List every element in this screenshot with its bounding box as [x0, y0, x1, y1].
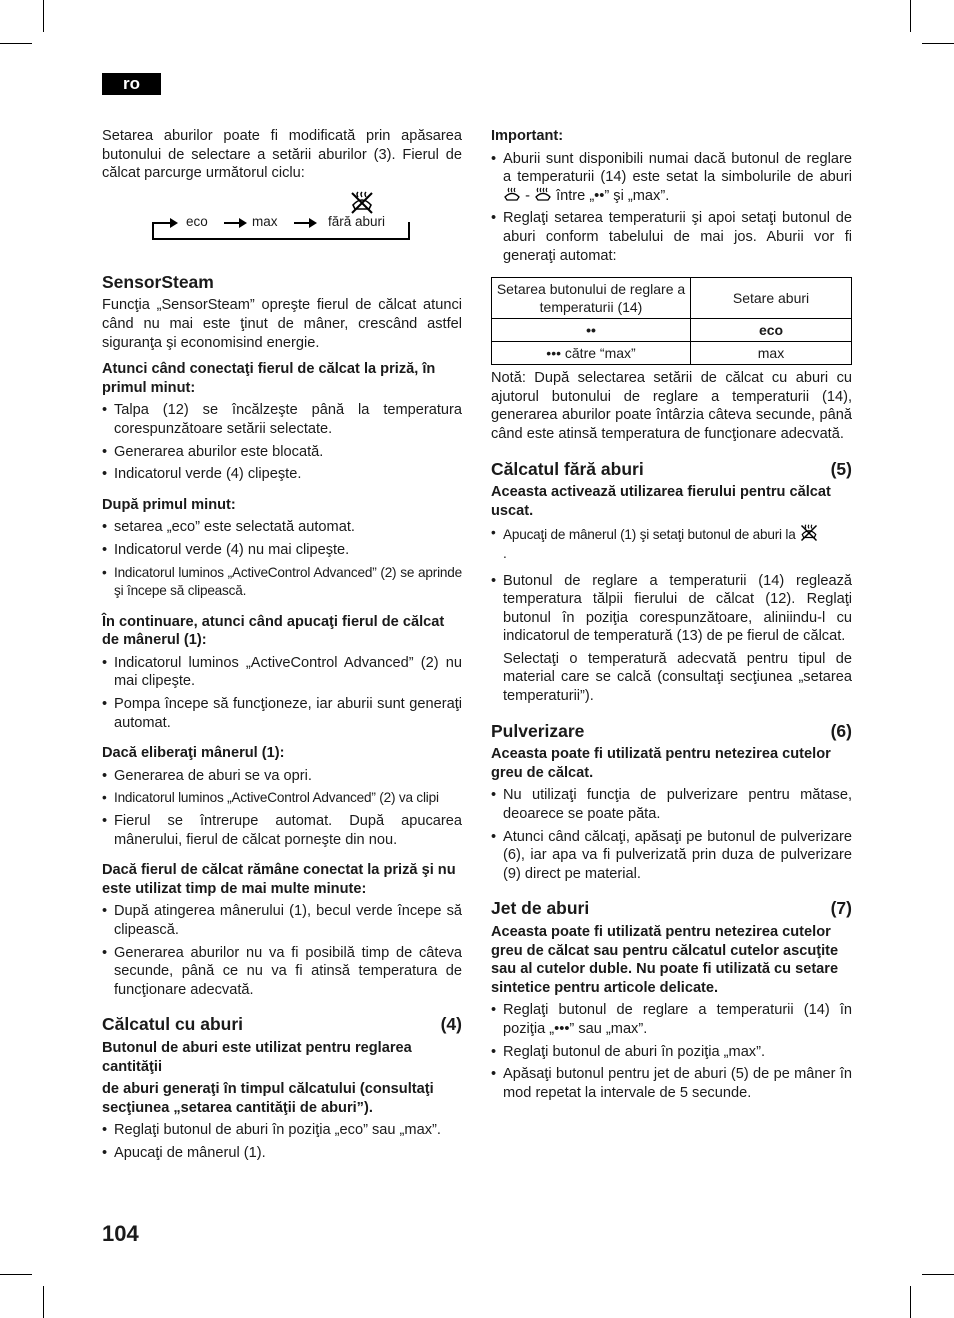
table-cell: max [691, 342, 852, 365]
steam-jet-bold: Aceasta poate fi utilizată pentru netezirea cutelor greu de călcat sau pentru călcatul cutelor ascuţite sau al cutelor duble. Nu poate fi utilizată cu setare sintetice pentru articole delicate. [491, 924, 839, 996]
spray-heading: Pulverizare (6) [491, 720, 852, 741]
steam-ironing-bold-1: Butonul de aburi este utilizat pentru reglarea cantităţii [102, 1039, 412, 1075]
list-item: • Aburii sunt disponibili numai dacă butonul de reglare a temperaturii (14) este setat la simbolurile de aburi - între „••” şi „max”. [491, 150, 852, 206]
bullet-list [102, 401, 462, 483]
sensorsteam-heading: SensorSteam [102, 271, 214, 292]
list-item: • setarea „eco” este selectată automat. [102, 518, 462, 537]
bullet-list [102, 518, 462, 600]
crop-mark [43, 1286, 44, 1318]
steam-icon [503, 187, 521, 203]
subheading-left-plugged: Dacă fierul de călcat rămâne conectat la priză şi nu este utilizat timp de mai multe minute: [102, 862, 456, 897]
subheading-release-handle: Dacă eliberaţi mânerul (1): [102, 745, 285, 762]
dry-ironing-bold: Aceasta activează utilizarea fierului pentru călcat uscat. [491, 484, 831, 519]
bullet-list [102, 902, 462, 999]
list-item: • Talpa (12) se încălzeşte până la temperatura corespunzătoare setării selectate. [102, 401, 462, 438]
cycle-step-no-steam: fără aburi [328, 213, 386, 229]
table-header-cell: Setarea butonului de reglare a temperaturii (14) [492, 278, 691, 319]
list-item: • Apucaţi de mânerul (1). [102, 1144, 462, 1163]
steam-settings-table [491, 277, 852, 365]
crop-mark [910, 0, 911, 32]
no-steam-icon [799, 524, 819, 542]
spray-bold: Aceasta poate fi utilizată pentru netezirea cutelor greu de călcat. [491, 746, 831, 781]
list-item: • Apăsaţi butonul pentru jet de aburi (5) de pe mâner în mod repetat la intervale de 5 secunde. [491, 1065, 852, 1102]
subheading-grab-handle: În continuare, atunci când apucaţi fierul de călcat de mânerul (1): [102, 613, 445, 649]
list-item: • Nu utilizaţi funcţia de pulverizare pentru mătase, deoarece se poate păta. [491, 786, 852, 823]
list-item: • Pompa începe să funcţioneze, iar aburii sunt generaţi automat. [102, 695, 462, 732]
subheading-first-minute: Atunci când conectaţi fierul de călcat la priză, în primul minut: [102, 361, 436, 396]
list-item: • Butonul de reglare a temperaturii (14) reglează temperatura tălpii fierului de călcat (12). Reglaţi butonul în poziţia corespunzătoare, aliniindu-l cu indicatorul de temperatură (13) de pe fierul de călcat. [491, 572, 852, 646]
list-item: • Indicatorul luminos „ActiveControl Advanced” (2) nu mai clipeşte. [102, 654, 462, 691]
list-item: • Fierul se întrerupe automat. După apucarea mânerului, fierul de călcat porneşte din nou. [102, 812, 462, 849]
no-steam-icon [349, 191, 375, 215]
list-item: • Generarea de aburi se va opri. [102, 767, 462, 786]
list-item: • Apucaţi de mânerul (1) şi setaţi butonul de aburi la . [491, 524, 852, 563]
table-cell: ••• către “max” [492, 342, 691, 365]
right-column [491, 127, 852, 1114]
list-item: • După atingerea mânerului (1), becul verde începe să clipească. [102, 902, 462, 939]
cycle-step-eco: eco [186, 213, 208, 229]
table-row [492, 319, 852, 342]
list-item: • Generarea aburilor nu va fi posibilă timp de câteva secunde, până ce nu va fi atinsă temperatura de funcţionare adecvată. [102, 944, 462, 1000]
left-column [102, 127, 462, 1175]
dry-ironing-heading: Călcatul fără aburi (5) [491, 458, 852, 479]
intro-paragraph: Setarea aburilor poate fi modificată prin apăsarea butonului de selectare a setării aburilor (3). Fierul de călcat parcurge următorul ciclu: [102, 128, 462, 182]
important-heading: Important: [491, 128, 564, 144]
list-item: • Indicatorul luminos „ActiveControl Advanced” (2) va clipi [102, 789, 462, 808]
language-tab: ro [102, 73, 161, 95]
subheading-after-first-minute: După primul minut: [102, 496, 236, 513]
list-item: • Reglaţi butonul de aburi în poziţia „max”. [491, 1043, 852, 1062]
crop-mark [43, 0, 44, 32]
steam-ironing-bold-2: de aburi generaţi în timpul călcatului (consultaţi secţiunea „setarea cantităţii de aburi”). [102, 1081, 434, 1116]
table-cell: •• [492, 319, 691, 342]
list-item: • Reglaţi butonul de aburi în poziţia „eco” sau „max”. [102, 1121, 462, 1140]
cycle-step-max: max [252, 213, 278, 229]
crop-mark [0, 1274, 32, 1275]
list-item: • Indicatorul verde (4) clipeşte. [102, 465, 462, 484]
table-header-row [492, 278, 852, 319]
steam-ironing-heading: Călcatul cu aburi (4) [102, 1014, 462, 1035]
steam-jet-heading: Jet de aburi (7) [491, 898, 852, 919]
note-paragraph: Notă: După selectarea setării de călcat cu aburi cu ajutorul butonului de reglare a temperaturii (14), generarea aburilor poate întârzia câteva secunde, până când este atinsă temperatura de funcţionare adecvată. [491, 370, 852, 442]
bullet-list [491, 1001, 852, 1102]
bullet-list [102, 1121, 462, 1162]
list-item: • Indicatorul verde (4) nu mai clipeşte. [102, 541, 462, 560]
page-number: 104 [102, 1221, 139, 1246]
list-item: • Atunci când călcaţi, apăsaţi pe butonul de pulverizare (6), iar apa va fi pulverizată prin duza de pulverizare (9) direct pe material. [491, 828, 852, 884]
list-item: • Indicatorul luminos „ActiveControl Advanced” (2) se aprinde şi începe să clipească. [102, 564, 462, 601]
list-item: • Generarea aburilor este blocată. [102, 443, 462, 462]
table-header-cell: Setare aburi [691, 278, 852, 319]
list-item: • Reglaţi butonul de reglare a temperaturii (14) în poziţia „•••” sau „max”. [491, 1001, 852, 1038]
bullet-list [491, 786, 852, 883]
dry-ironing-extra: Selectaţi o temperatură adecvată pentru tipul de material care se calcă (consultaţi secţiunea „setarea temperaturii”). [503, 650, 852, 705]
bullet-list [491, 524, 852, 646]
bullet-list [102, 654, 462, 732]
table-cell: eco [691, 319, 852, 342]
table-row [492, 342, 852, 365]
steam-cycle-diagram [102, 191, 462, 257]
steam-max-icon [534, 187, 552, 203]
bullet-list [102, 767, 462, 849]
sensorsteam-description: Funcţia „SensorSteam” opreşte fierul de călcat atunci când nu mai este ţinut de mâner, crescând astfel siguranţa şi economisind energie. [102, 297, 462, 351]
bullet-list [491, 150, 852, 266]
crop-mark [910, 1286, 911, 1318]
crop-mark [922, 1274, 954, 1275]
crop-mark [922, 43, 954, 44]
crop-mark [0, 43, 32, 44]
list-item: • Reglaţi setarea temperaturii şi apoi setaţi butonul de aburi conform tabelului de mai jos. Aburii vor fi generaţi automat: [491, 209, 852, 265]
